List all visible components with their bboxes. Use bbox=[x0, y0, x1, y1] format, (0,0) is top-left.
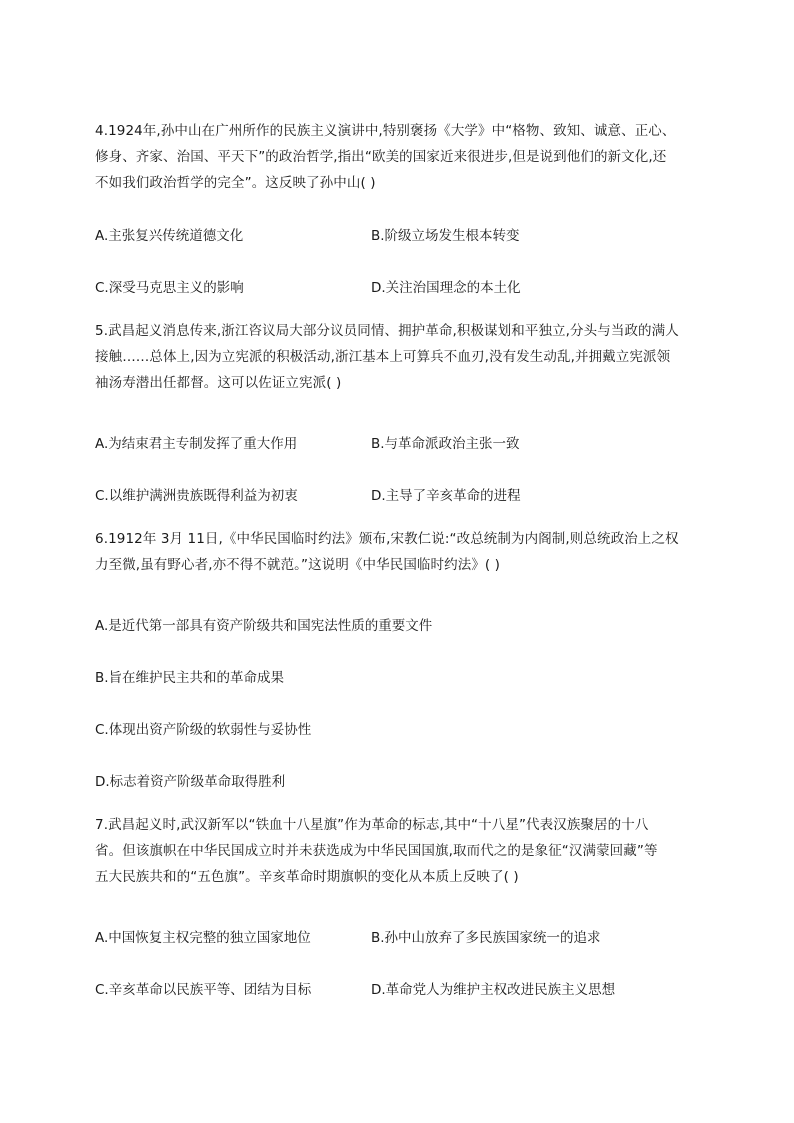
stem-line: 接触……总体上,因为立宪派的积极活动,浙江基本上可算兵不血刃,没有发生动乱,并拥戴立宪派领 bbox=[95, 349, 671, 365]
question-4-option-d: D.关注治国理念的本土化 bbox=[371, 280, 521, 296]
question-6-option-b: B.旨在维护民主共和的革命成果 bbox=[95, 670, 285, 686]
question-7-option-d: D.革命党人为维护主权改进民族主义思想 bbox=[371, 982, 616, 998]
question-6-option-a: A.是近代第一部具有资产阶级共和国宪法性质的重要文件 bbox=[95, 618, 433, 634]
question-5-option-a: A.为结束君主专制发挥了重大作用 bbox=[95, 436, 298, 452]
question-7-option-b: B.孙中山放弃了多民族国家统一的追求 bbox=[371, 930, 601, 946]
stem-line: 袖汤寿潜出任都督。这可以佐证立宪派( ) bbox=[95, 375, 342, 391]
stem-line: 6.1912年 3月 11日,《中华民国临时约法》颁布,宋教仁说:“改总统制为内阁制,则总统政治上之权 bbox=[95, 531, 679, 547]
question-6-option-d: D.标志着资产阶级革命取得胜利 bbox=[95, 774, 286, 790]
question-4-option-b: B.阶级立场发生根本转变 bbox=[371, 228, 520, 244]
question-7-option-c: C.辛亥革命以民族平等、团结为目标 bbox=[95, 982, 312, 998]
stem-line: 7.武昌起义时,武汉新军以“铁血十八星旗”作为革命的标志,其中“十八星”代表汉族聚居的十八 bbox=[95, 817, 649, 833]
stem-line: 力至微,虽有野心者,亦不得不就范。”这说明《中华民国临时约法》( ) bbox=[95, 557, 501, 573]
stem-line: 5.武昌起义消息传来,浙江咨议局大部分议员同情、拥护革命,积极谋划和平独立,分头与当政的满人 bbox=[95, 323, 679, 339]
question-7-stem bbox=[95, 812, 699, 890]
question-7-option-a: A.中国恢复主权完整的独立国家地位 bbox=[95, 930, 311, 946]
question-5-stem bbox=[95, 318, 699, 396]
question-5-option-d: D.主导了辛亥革命的进程 bbox=[371, 488, 521, 504]
question-4-stem bbox=[95, 118, 699, 196]
stem-line: 修身、齐家、治国、平天下”的政治哲学,指出“欧美的国家近来很进步,但是说到他们的新文化,还 bbox=[95, 149, 667, 165]
question-4-option-a: A.主张复兴传统道德文化 bbox=[95, 228, 244, 244]
stem-line: 4.1924年,孙中山在广州所作的民族主义演讲中,特别褒扬《大学》中“格物、致知、诚意、正心、 bbox=[95, 123, 676, 139]
question-4-option-c: C.深受马克思主义的影响 bbox=[95, 280, 244, 296]
stem-line: 省。但该旗帜在中华民国成立时并未获选成为中华民国国旗,取而代之的是象征“汉满蒙回藏”等 bbox=[95, 843, 658, 859]
question-6-stem bbox=[95, 526, 699, 578]
stem-line: 不如我们政治哲学的完全”。这反映了孙中山( ) bbox=[95, 175, 376, 191]
question-5-option-b: B.与革命派政治主张一致 bbox=[371, 436, 520, 452]
question-5-option-c: C.以维护满洲贵族既得利益为初衷 bbox=[95, 488, 298, 504]
stem-line: 五大民族共和的“五色旗”。辛亥革命时期旗帜的变化从本质上反映了( ) bbox=[95, 869, 519, 885]
question-6-option-c: C.体现出资产阶级的软弱性与妥协性 bbox=[95, 722, 312, 738]
